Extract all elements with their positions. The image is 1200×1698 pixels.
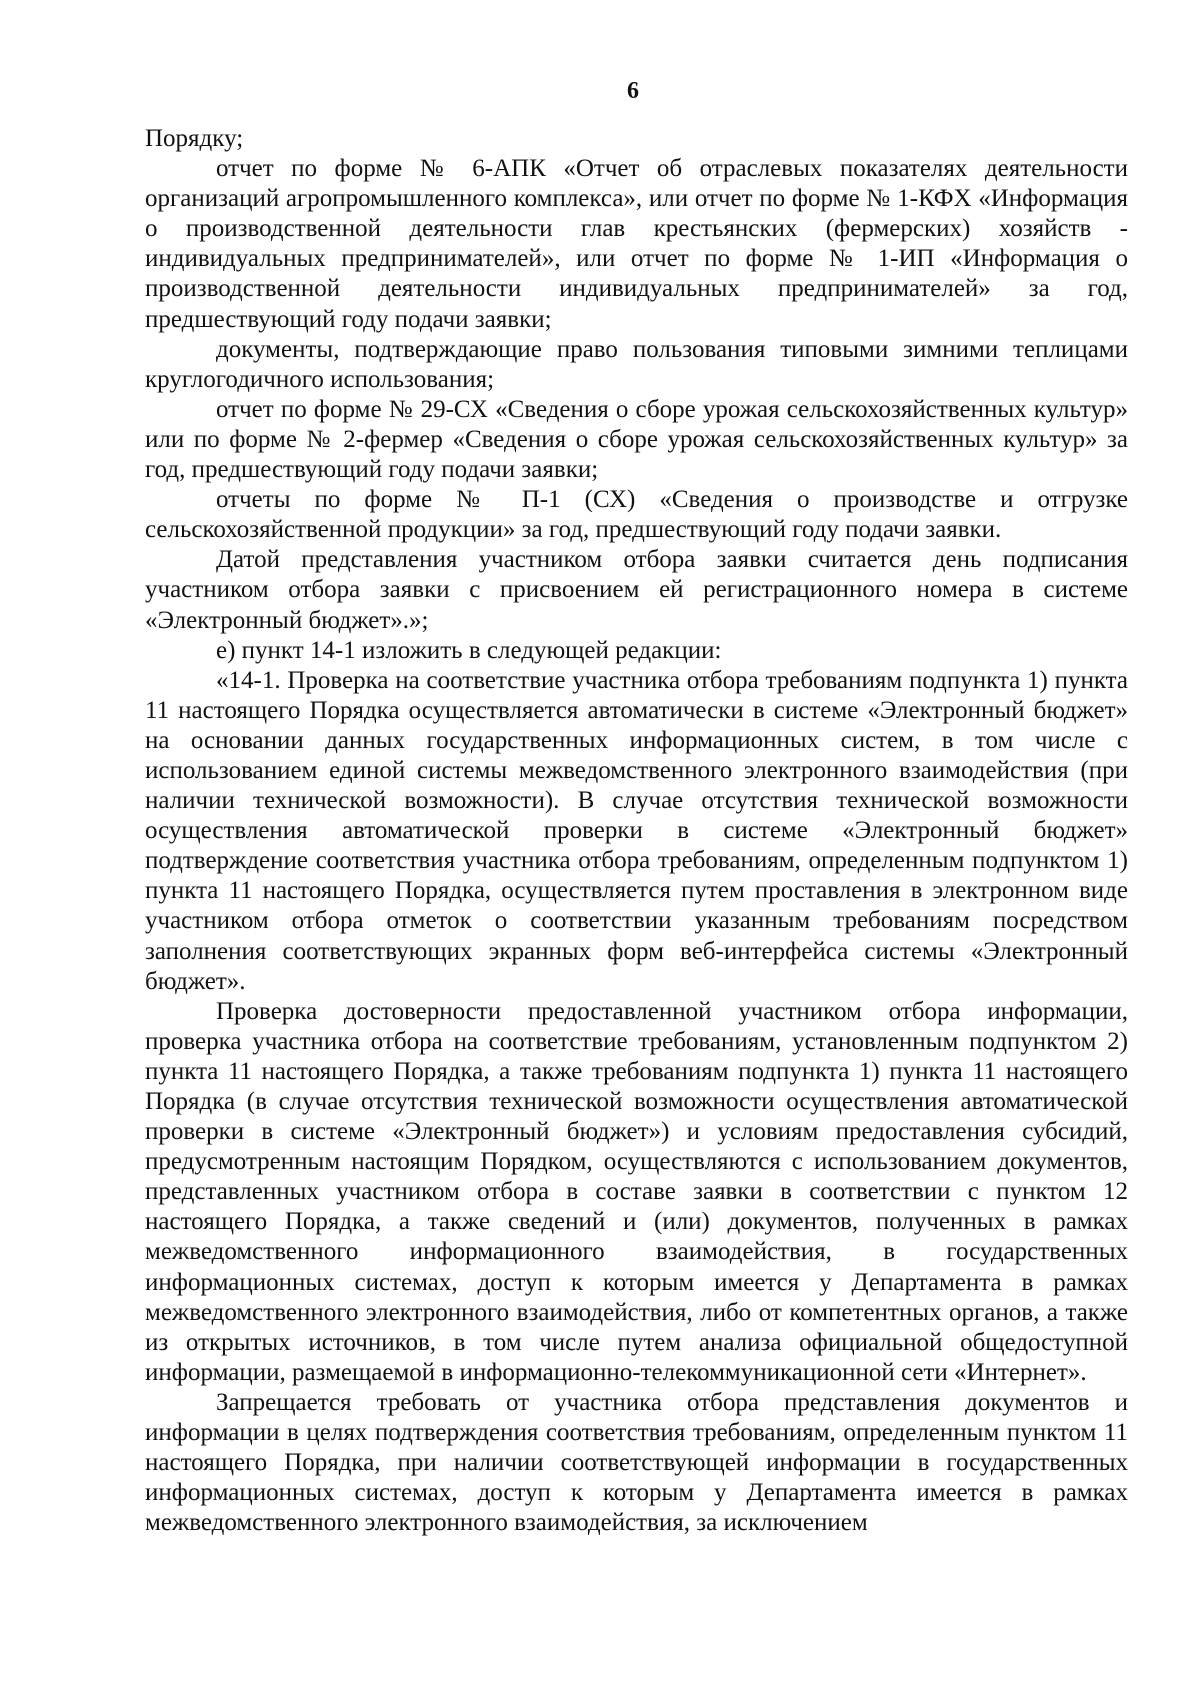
paragraph-continuation: Порядку;: [145, 125, 244, 152]
paragraph-prohibition: Запрещается требовать от участника отбора представления документов и информации в целях подтверждения соответствия требованиям, определенным пунктом 11 настоящего Порядка, при наличии соответствующей информации в государственных информационных системах, доступ к которым у Департамента имеется в рамках межведомственного электронного взаимодействия, за исключением: [145, 1388, 1128, 1537]
paragraph-clause-14-1: «14-1. Проверка на соответствие участника отбора требованиям подпункта 1) пункта 11 настоящего Порядка осуществляется автоматически в системе «Электронный бюджет» на основании данных государственных информационных систем, в том числе с использованием единой системы межведомственного электронного взаимодействия (при наличии технической возможности). В случае отсутствия технической возможности осуществления автоматической проверки в системе «Электронный бюджет» подтверждение соответствия участника отбора требованиям, определенным подпунктом 1) пункта 11 настоящего Порядка, осуществляется путем проставления в электронном виде участником отбора отметок о соответствии указанным требованиям посредством заполнения соответствующих экранных форм веб-интерфейса системы «Электронный бюджет».: [145, 666, 1128, 995]
paragraph-submission-date: Датой представления участником отбора заявки считается день подписания участником отбора заявки с присвоением ей регистрационного номера в системе «Электронный бюджет».»;: [145, 546, 1128, 634]
paragraph-report-p1: отчеты по форме № П-1 (СХ) «Сведения о производстве и отгрузке сельскохозяйственной продукции» за год, предшествующий году подачи заявки.: [145, 486, 1128, 544]
page-number: 6: [627, 78, 639, 104]
document-body: [145, 124, 1128, 1538]
paragraph-report-6-apk: отчет по форме № 6-АПК «Отчет об отраслевых показателях деятельности организаций агропромышленного комплекса», или отчет по форме № 1-КФХ «Информация о производственной деятельности глав крестьянских (фермерских) хозяйств - индивидуальных предпринимателей», или отчет по форме № 1-ИП «Информация о производственной деятельности индивидуальных предпринимателей» за год, предшествующий году подачи заявки;: [145, 155, 1128, 333]
paragraph-item-e: е) пункт 14-1 изложить в следующей редакции:: [216, 636, 722, 664]
paragraph-report-29-sh: отчет по форме № 29-СХ «Сведения о сборе урожая сельскохозяйственных культур» или по форме № 2-фермер «Сведения о сборе урожая сельскохозяйственных культур» за год, предшествующий году подачи заявки;: [145, 395, 1128, 484]
paragraph-greenhouse-documents: документы, подтверждающие право пользования типовыми зимними теплицами круглогодичного использования;: [145, 335, 1128, 393]
paragraph-verification: Проверка достоверности предоставленной участником отбора информации, проверка участника отбора на соответствие требованиям, установленным подпунктом 2) пункта 11 настоящего Порядка, а также требованиям подпункта 1) пункта 11 настоящего Порядка (в случае отсутствия технической возможности осуществления автоматической проверки в системе «Электронный бюджет») и условиям предоставления субсидий, предусмотренным настоящим Порядком, осуществляются с использованием документов, представленных участником отбора в составе заявки в соответствии с пунктом 12 настоящего Порядка, а также сведений и (или) документов, полученных в рамках межведомственного информационного взаимодействия, в государственных информационных системах, доступ к которым имеется у Департамента в рамках межведомственного электронного взаимодействия, либо от компетентных органов, а также из открытых источников, в том числе путем анализа официальной общедоступной информации, размещаемой в информационно-телекоммуникационной сети «Интернет».: [145, 997, 1128, 1386]
